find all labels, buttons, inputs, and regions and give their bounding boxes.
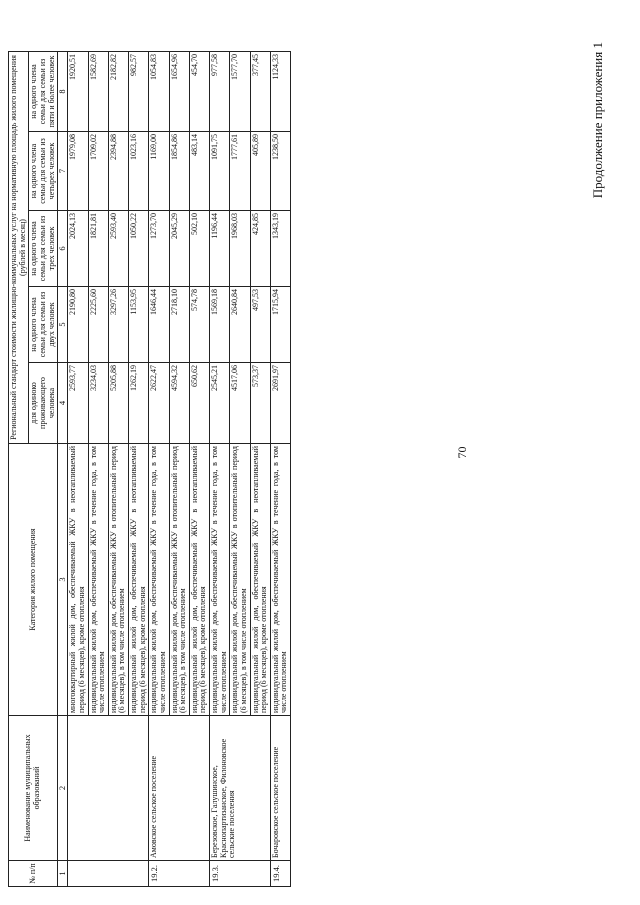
row-number: 19.3. xyxy=(210,861,271,887)
cost-value: 982,57 xyxy=(129,51,149,131)
cost-value: 977,58 xyxy=(210,51,230,131)
cost-value: 1854,86 xyxy=(169,132,189,211)
cost-value: 3234,03 xyxy=(88,363,108,444)
cost-value: 2545,21 xyxy=(210,363,230,444)
cost-value: 2622,47 xyxy=(149,363,169,444)
cost-value: 1715,94 xyxy=(270,287,290,363)
cost-value: 1343,19 xyxy=(270,211,290,287)
cost-value: 377,45 xyxy=(250,51,270,131)
cost-value: 2225,60 xyxy=(88,287,108,363)
column-number: 2 xyxy=(58,716,68,861)
cost-value: 497,53 xyxy=(250,287,270,363)
cost-value: 483,14 xyxy=(189,132,209,211)
cost-value: 1777,61 xyxy=(230,132,250,211)
cost-value: 1238,50 xyxy=(270,132,290,211)
cost-value: 1196,44 xyxy=(210,211,230,287)
cost-value: 1569,18 xyxy=(210,287,230,363)
table-row xyxy=(270,51,290,886)
housing-category: индивидуальный жилой дом, обеспечиваемый ЖКУ в отопительный период (6 месяцев), в том числе отоплением xyxy=(169,444,189,716)
housing-category: многоквартирный жилой дом, обеспечиваемый ЖКУ в неотапливаемый период (6 месяцев), кроме отопления xyxy=(68,444,88,716)
housing-category: индивидуальный жилой дом, обеспечиваемый ЖКУ в неотапливаемый период (6 месяцев), кроме отопления xyxy=(250,444,270,716)
cost-value: 1091,75 xyxy=(210,132,230,211)
cost-value: 1654,96 xyxy=(169,51,189,131)
municipality-name xyxy=(68,716,149,861)
table-row xyxy=(210,51,230,886)
cost-value: 1646,44 xyxy=(149,287,169,363)
tariff-table xyxy=(8,51,291,887)
cost-value: 1968,03 xyxy=(230,211,250,287)
table-body xyxy=(68,51,291,886)
cost-value: 1979,08 xyxy=(68,132,88,211)
row-number xyxy=(68,861,149,887)
cost-value: 2640,84 xyxy=(230,287,250,363)
column-number: 6 xyxy=(58,211,68,287)
cost-value: 1920,51 xyxy=(68,51,88,131)
header-sub-1: для одиноко проживающего человека xyxy=(29,363,58,444)
housing-category: индивидуальный жилой дом, обеспечиваемый ЖКУ в неотапливаемый период (6 месяцев), кроме отопления xyxy=(189,444,209,716)
cost-value: 1577,70 xyxy=(230,51,250,131)
cost-value: 2190,80 xyxy=(68,287,88,363)
cost-value: 573,37 xyxy=(250,363,270,444)
cost-value: 1023,16 xyxy=(129,132,149,211)
continuation-caption: Продолжение приложения 1 xyxy=(590,42,605,199)
cost-value: 650,62 xyxy=(189,363,209,444)
housing-category: индивидуальный жилой дом, обеспечиваемый ЖКУ в течение года, в том числе отоплением xyxy=(270,444,290,716)
housing-category: индивидуальный жилой дом, обеспечиваемый ЖКУ в неотапливаемый период (6 месяцев), кроме отопления xyxy=(129,444,149,716)
column-number: 3 xyxy=(58,444,68,716)
column-number-row xyxy=(58,51,68,886)
cost-value: 1050,22 xyxy=(129,211,149,287)
cost-value: 1169,00 xyxy=(149,132,169,211)
cost-value: 1821,81 xyxy=(88,211,108,287)
table-row xyxy=(149,51,169,886)
row-number: 19.2. xyxy=(149,861,210,887)
header-standard: Региональный стандарт стоимости жилищно-коммунальных услуг на нормативную площадь жилого помещения (рублей в месяц) xyxy=(9,51,29,443)
cost-value: 1709,02 xyxy=(88,132,108,211)
cost-value: 454,70 xyxy=(189,51,209,131)
cost-value: 2394,88 xyxy=(108,132,128,211)
row-number: 19.4. xyxy=(270,861,290,887)
cost-value: 424,85 xyxy=(250,211,270,287)
cost-value: 405,89 xyxy=(250,132,270,211)
cost-value: 2691,97 xyxy=(270,363,290,444)
housing-category: индивидуальный жилой дом, обеспечиваемый ЖКУ в отопительный период (6 месяцев), в том числе отоплением xyxy=(108,444,128,716)
column-number: 5 xyxy=(58,287,68,363)
housing-category: индивидуальный жилой дом, обеспечиваемый ЖКУ в течение года, в том числе отоплением xyxy=(88,444,108,716)
cost-value: 2182,82 xyxy=(108,51,128,131)
cost-value: 2593,77 xyxy=(68,363,88,444)
cost-value: 1153,95 xyxy=(129,287,149,363)
municipality-name: Амовское сельское поселение xyxy=(149,716,210,861)
cost-value: 4517,06 xyxy=(230,363,250,444)
cost-value: 1582,69 xyxy=(88,51,108,131)
cost-value: 1262,19 xyxy=(129,363,149,444)
column-number: 7 xyxy=(58,132,68,211)
header-sub-3: на одного члена семьи для семьи из трех человек xyxy=(29,211,58,287)
cost-value: 2024,13 xyxy=(68,211,88,287)
cost-value: 4594,32 xyxy=(169,363,189,444)
cost-value: 2593,40 xyxy=(108,211,128,287)
cost-value: 3297,26 xyxy=(108,287,128,363)
cost-value: 2045,29 xyxy=(169,211,189,287)
housing-category: индивидуальный жилой дом, обеспечиваемый ЖКУ в течение года, в том числе отоплением xyxy=(149,444,169,716)
column-number: 4 xyxy=(58,363,68,444)
header-sub-4: на одного члена семьи для семьи из четырех человек xyxy=(29,132,58,211)
housing-category: индивидуальный жилой дом, обеспечиваемый ЖКУ в течение года, в том числе отоплением xyxy=(210,444,230,716)
cost-value: 5205,88 xyxy=(108,363,128,444)
cost-value: 502,10 xyxy=(189,211,209,287)
cost-value: 1273,70 xyxy=(149,211,169,287)
municipality-name: Бочаровское сельское поселение xyxy=(270,716,290,861)
municipality-name: Березовское, Галушинское, Краснопартизанское, Филоновское сельские поселения xyxy=(210,716,271,861)
column-number: 8 xyxy=(58,51,68,131)
column-number: 1 xyxy=(58,861,68,887)
cost-value: 1124,33 xyxy=(270,51,290,131)
header-category: Категория жилого помещения xyxy=(9,444,58,716)
header-sub-2: на одного члена семьи для семьи из двух человек xyxy=(29,287,58,363)
cost-value: 2718,10 xyxy=(169,287,189,363)
header-municipality: Наименование муниципальных образований xyxy=(9,716,58,861)
cost-value: 1054,83 xyxy=(149,51,169,131)
cost-value: 574,78 xyxy=(189,287,209,363)
page-number: 70 xyxy=(455,446,469,459)
table-row xyxy=(68,51,88,886)
header-number: № п/п xyxy=(9,861,58,887)
housing-category: индивидуальный жилой дом, обеспечиваемый ЖКУ в отопительный период (6 месяцев), в том числе отоплением xyxy=(230,444,250,716)
header-sub-5: на одного члена семьи для семьи из пяти и более человек xyxy=(29,51,58,131)
